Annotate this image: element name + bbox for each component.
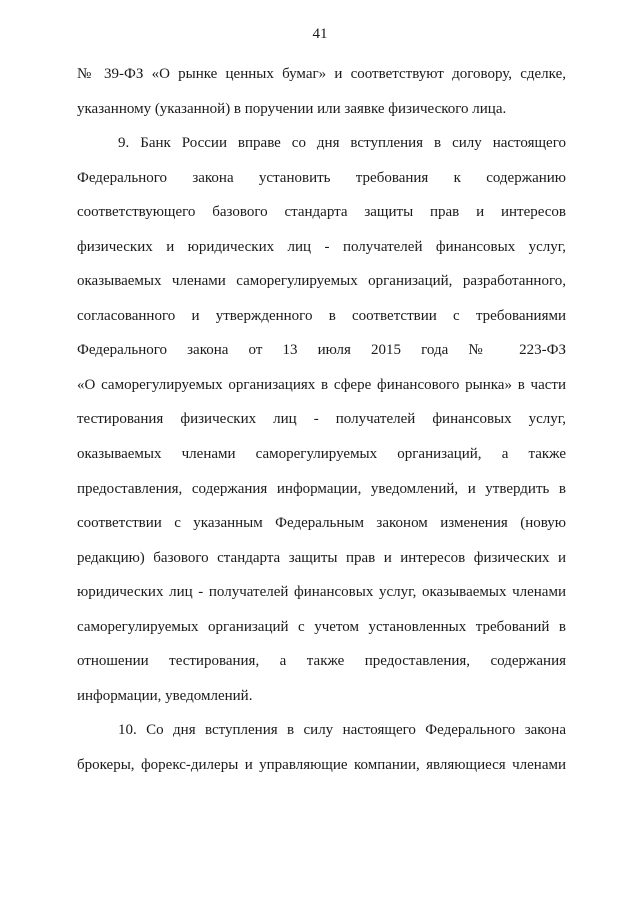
text-line: оказываемых членами саморегулируемых организаций, разработанного, (77, 273, 566, 290)
continued-fragment (77, 63, 566, 132)
text-line: «О саморегулируемых организациях в сфере финансового рынка» в части (77, 376, 566, 393)
text-line: юридических лиц - получателей финансовых услуг, оказываемых членами (77, 584, 566, 601)
text-line: предоставления, содержания информации, уведомлений, и утвердить в (77, 480, 566, 497)
text-line: саморегулируемых организаций с учетом установленных требований в (77, 618, 566, 635)
text-line: отношении тестирования, а также предоставления, содержания (77, 653, 566, 670)
text-line: согласованного и утвержденного в соответствии с требованиями (77, 307, 566, 324)
text-line: брокеры, форекс-дилеры и управляющие компании, являющиеся членами (77, 756, 566, 773)
text-line: Федерального закона от 13 июля 2015 года № 223-ФЗ (77, 342, 566, 359)
text-line: оказываемых членами саморегулируемых организаций, а также (77, 446, 566, 463)
paragraph-9 (77, 132, 566, 719)
text-line: № 39-ФЗ «О рынке ценных бумаг» и соответствуют договору, сделке, (77, 66, 566, 82)
text-line: редакцию) базового стандарта защиты прав и интересов физических и (77, 549, 566, 566)
paragraph-first-line: 10. Со дня вступления в силу настоящего Федерального закона (118, 722, 566, 739)
paragraph-first-line: 9. Банк России вправе со дня вступления в силу настоящего (118, 135, 566, 152)
text-line: указанному (указанной) в поручении или заявке физического лица. (77, 100, 507, 117)
text-line: тестирования физических лиц - получателей финансовых услуг, (77, 411, 566, 428)
text-line: соответствии с указанным Федеральным законом изменения (новую (77, 515, 566, 532)
text-line: информации, уведомлений. (77, 687, 253, 704)
paragraph-10 (77, 719, 566, 788)
text-line: физических и юридических лиц - получателей финансовых услуг, (77, 238, 566, 255)
document-body (77, 63, 566, 788)
text-line: соответствующего базового стандарта защиты прав и интересов (77, 204, 566, 221)
text-line: Федерального закона установить требования к содержанию (77, 169, 566, 186)
page-number: 41 (312, 26, 328, 42)
